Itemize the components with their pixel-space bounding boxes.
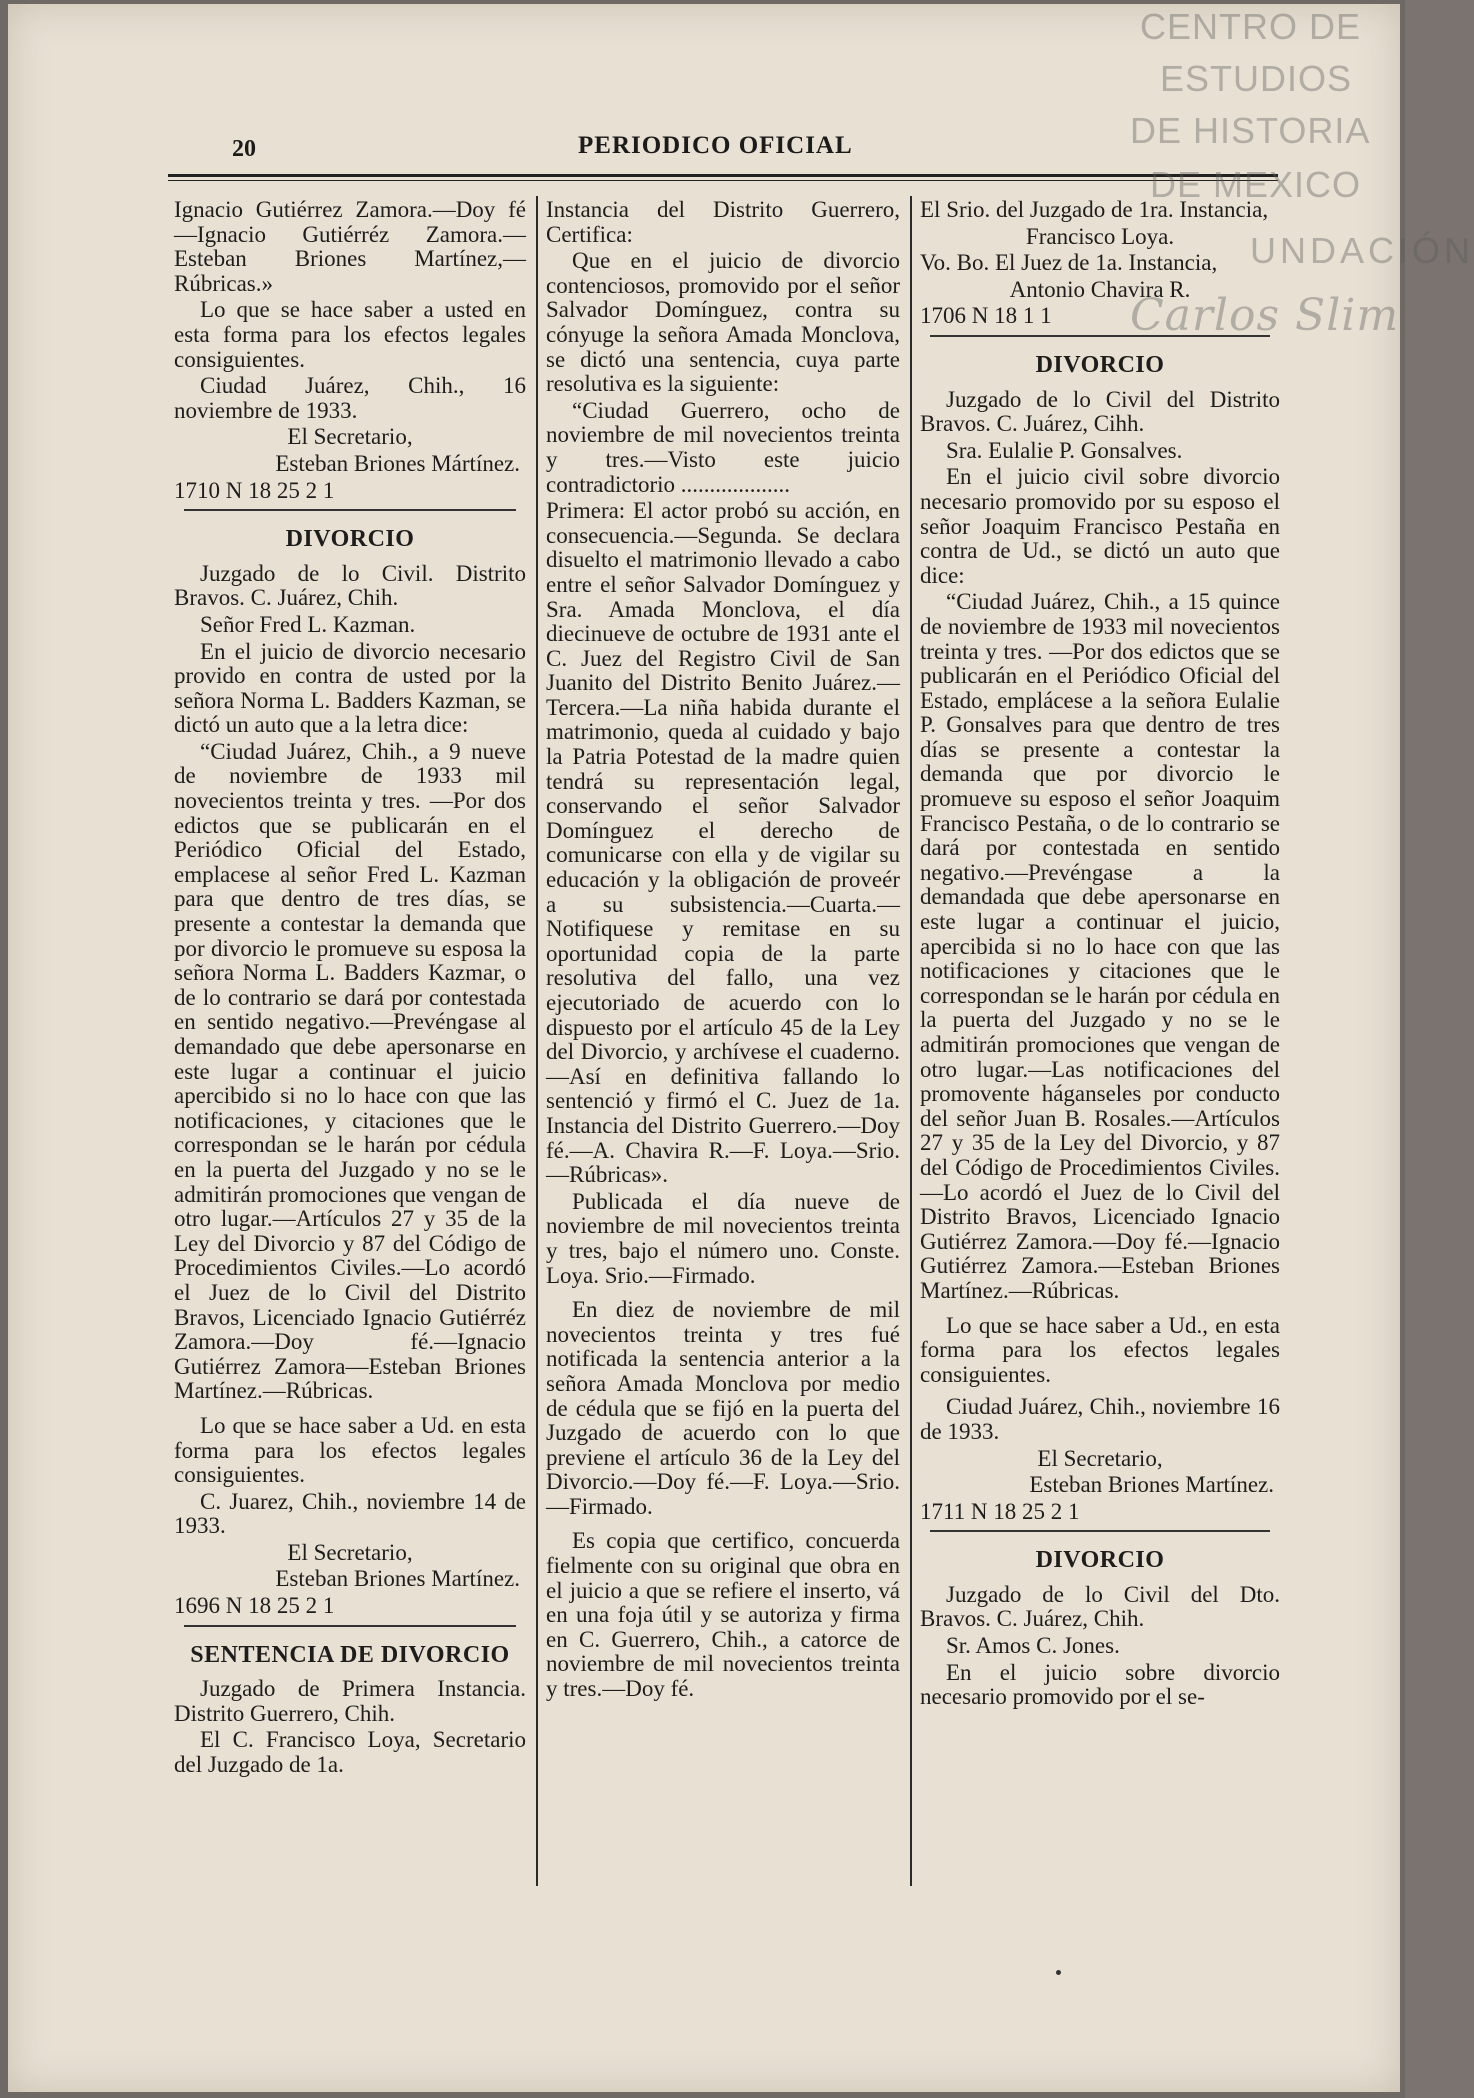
col3-para: Juzgado de lo Civil del Dto. Bravos. C. Juárez, Chih. (920, 1581, 1280, 1632)
ink-speck (1056, 1970, 1061, 1975)
col1-para: Juzgado de lo Civil. Distrito Bravos. C. Juárez, Chih. (174, 560, 526, 611)
col2-para: Que en el juicio de divorcio contenciosos, promovido por el señor Salvador Domínguez, contra su cónyuge la señora Amada Monclova, se dictó una sentencia, cuya parte resolutiva es la siguiente: (546, 248, 900, 397)
col3-para: Juzgado de lo Civil del Distrito Bravos. C. Juárez, Cihh. (920, 386, 1280, 437)
col1-para: El C. Francisco Loya, Secretario del Juzgado de 1a. (174, 1727, 526, 1778)
section-rule (184, 1625, 516, 1627)
col3-para: Sra. Eulalie P. Gonsalves. (946, 437, 1183, 463)
col3-para: En el juicio civil sobre divorcio necesario promovido por su esposo el señor Joaquim Francisco Pestaña en contra de Ud., se dictó un auto que dice: (920, 464, 1280, 588)
column-divider-1 (536, 196, 538, 1886)
column-divider-2 (910, 196, 912, 1886)
col3-signature-title: El Secretario, (1037, 1445, 1163, 1471)
col3-para: Vo. Bo. El Juez de 1a. Instancia, (920, 250, 1218, 276)
col1-para: “Ciudad Juárez, Chih., a 9 nueve de noviembre de 1933 mil novecientos treinta y tres. —Por dos edictos que se publicarán en el Periódico Oficial del Estado, emplacese al señor Fred L. Kazman para que dentro de tres días, se presente a contestar la demanda que por divorcio le promueve su esposa la señora Norma L. Badders Kazmar, o de lo contrario se dará por contestada en sentido negativo.—Prevéngase al demandado que debe apersonarse en este lugar a continuar el juicio apercibido si no lo hace con que las notificaciones, y citaciones que le correspondan se le harán por cédula en la puerta del Juzgado y no se le admitirán promociones que vengan de otro lugar.—Artículos 27 y 35 de la Ley del Divorcio y 87 del Código de Procedimientos Civiles.—Lo acordó el Juez de lo Civil del Distrito Bravos, Licenciado Ignacio Gutiérréz Zamora.—Doy fé.—Ignacio Gutiérrez Zamora—Esteban Briones Martínez.—Rúbricas. (174, 738, 526, 1404)
col2-para: Primera: El actor probó su acción, en consecuencia.—Segunda. Se declara disuelto el matrimonio llevado a cabo entre el señor Salvador Domínguez y Sra. Amada Monclova, el día diecinueve de octubre de 1931 ante el C. Juez del Registro Civil de San Juanito del Distrito Benito Juárez.—Tercera.—La niña habida durante el matrimonio, queda al cuidado y bajo la Patria Potestad de la madre quien tendrá su representación legal, conservando el señor Salvador Domínguez el derecho de comunicarse con ella y de vigilar su educación y la obligación de proveér a su subsistencia.—Cuarta.—Notifiquese y remitase en su oportunidad copia de la parte resolutiva del fallo, una vez ejecutoriado de acuerdo con lo dispuesto por el artículo 45 de la Ley del Divorcio, y archívese el cuaderno.—Así en definitiva fallando lo sentenció y firmó el C. Juez de 1a. Instancia del Distrito Guerrero.—Doy fé.—A. Chavira R.—F. Loya.—Srio.—Rúbricas». (546, 498, 900, 1188)
col1-signature-title: El Secretario, (287, 1539, 413, 1565)
section-rule (184, 509, 516, 511)
header-rule-thin (168, 180, 1278, 181)
section-rule (930, 1530, 1270, 1532)
col3-code: 1706 N 18 1 1 (920, 303, 1052, 329)
column-2 (546, 198, 900, 1704)
col2-para: Instancia del Distrito Guerrero, Certifica: (546, 197, 900, 247)
col1-code: 1696 N 18 25 2 1 (174, 1593, 335, 1619)
col2-para: “Ciudad Guerrero, ocho de noviembre de mil novecientos treinta y tres.—Visto este juicio contradictorio ................... (546, 397, 900, 497)
col1-para: C. Juarez, Chih., noviembre 14 de 1933. (174, 1488, 526, 1539)
watermark-text: DE HISTORIA (1130, 110, 1371, 151)
col3-signature-name: Francisco Loya. (1025, 223, 1175, 249)
section-heading: SENTENCIA DE DIVORCIO (190, 1641, 510, 1668)
col1-para: Ignacio Gutiérrez Zamora.—Doy fé—Ignacio Gutiérréz Zamora.—Esteban Briones Martínez,—Rúbricas.» (174, 197, 526, 296)
col1-para: Ciudad Juárez, Chih., 16 noviembre de 1933. (174, 373, 526, 423)
col1-code: 1710 N 18 25 2 1 (174, 477, 335, 503)
col2-para: Publicada el día nueve de noviembre de mil novecientos treinta y tres, bajo el número uno. Conste. Loya. Srio.—Firmado. (546, 1188, 900, 1288)
watermark-text: ESTUDIOS (1160, 58, 1353, 99)
col3-para: El Srio. del Juzgado de 1ra. Instancia, (920, 197, 1269, 222)
col1-signature-name: Esteban Briones Mártínez. (275, 450, 520, 476)
col3-signature-name: Antonio Chavira R. (1009, 276, 1191, 302)
col1-para: Lo que se hace saber a Ud. en esta forma para los efectos legales consiguientes. (174, 1412, 526, 1488)
col3-para: Sr. Amos C. Jones. (946, 1633, 1120, 1659)
col1-para: En el juicio de divorcio necesario provido en contra de usted por la señora Norma L. Badders Kazman, se dictó un auto que a la letra dice: (174, 638, 526, 738)
section-heading: DIVORCIO (1035, 351, 1165, 378)
col1-para: Lo que se hace saber a usted en esta forma para los efectos legales consiguientes. (174, 297, 526, 372)
col2-para: Es copia que certifico, concuerda fielmente con su original que obra en el juicio a que se refiere el inserto, vá en una foja útil y se autoriza y firma en C. Guerrero, Chih., a catorce de noviembre de mil novecientos treinta y tres.—Doy fé. (546, 1528, 900, 1702)
column-3 (920, 198, 1280, 1712)
col1-para: Señor Fred L. Kazman. (200, 611, 416, 637)
watermark-text: CENTRO DE (1140, 6, 1362, 47)
col3-para: Ciudad Juárez, Chih., noviembre 16 de 1933. (920, 1394, 1280, 1444)
page-number: 20 (232, 136, 256, 162)
col2-para: En diez de noviembre de mil novecientos treinta y tres fué notificada la sentencia anterior a la señora Amada Monclova por medio de cédula que se fijó en la puerta del Juzgado de acuerdo con lo que previene el artículo 36 de la Ley del Divorcio.—Doy fé.—F. Loya.—Srio. —Firmado. (546, 1297, 900, 1519)
section-heading: DIVORCIO (285, 526, 415, 553)
col3-signature-name: Esteban Briones Martínez. (1029, 1472, 1274, 1498)
header-rule-thick (168, 174, 1278, 177)
watermark-text: DE MEXICO (1150, 164, 1362, 205)
col3-para: Lo que se hace saber a Ud., en esta forma para los efectos legales consiguientes. (920, 1312, 1280, 1387)
watermark-signature: Carlos Slim (1130, 290, 1400, 341)
watermark-text: UNDACIÓN (1250, 230, 1474, 271)
col3-para: En el juicio sobre divorcio necesario promovido por el se- (920, 1659, 1280, 1710)
col3-code: 1711 N 18 25 2 1 (920, 1498, 1080, 1524)
col1-para: Juzgado de Primera Instancia. Distrito Guerrero, Chih. (174, 1676, 526, 1726)
col3-para: “Ciudad Juárez, Chih., a 15 quince de noviembre de 1933 mil novecientos treinta y tres. —Por dos edictos que se publicarán en el Periódico Oficial del Estado, emplácese a la señora Eulalie P. Gonsalves para que dentro de tres días se presente a contestar la demanda que por divorcio le promueve su esposo el señor Joaquim Francisco Pestaña, o de lo contrario se dará por contestada en sentido negativo.—Prevéngase a la demandada que debe apersonarse en este lugar a continuar el juicio, apercibida si no lo hace con que las notificaciones y citaciones que le correspondan se le harán por cédula en la puerta del Juzgado y no se le admitirán promociones que vengan de otro lugar.—Las notificaciones del promovente háganseles por conducto del señor Juan B. Rosales.—Artículos 27 y 35 de la Ley del Divorcio, y 87 del Código de Procedimientos Civiles.—Lo acordó el Juez de lo Civil del Distrito Bravos, Licenciado Ignacio Gutiérrez Zamora.—Doy fé.—Ignacio Gutiérrez Zamora.—Esteban Briones Martínez.—Rúbricas. (920, 589, 1280, 1303)
newspaper-title: PERIODICO OFICIAL (578, 132, 853, 159)
col1-signature-name: Esteban Briones Martínez. (275, 1566, 520, 1592)
section-heading: DIVORCIO (1035, 1547, 1165, 1574)
col1-signature-title: El Secretario, (287, 424, 413, 450)
column-1 (174, 198, 526, 1780)
